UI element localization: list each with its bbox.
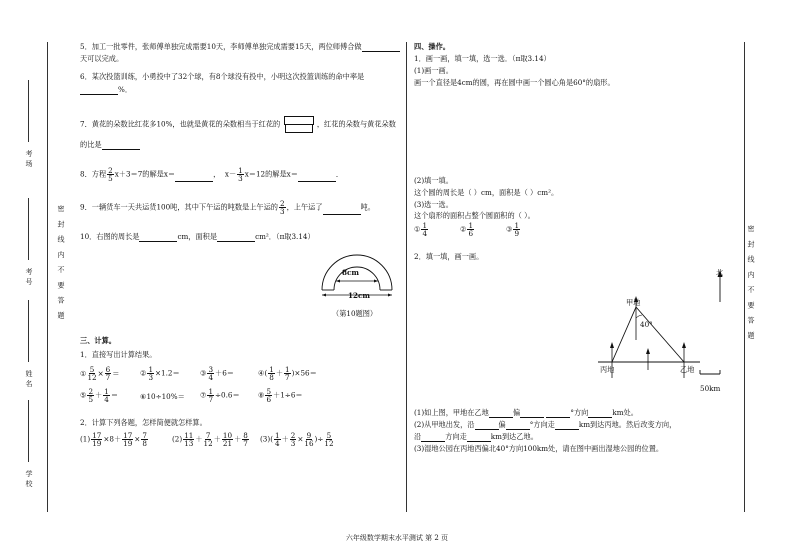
calc-big-2: (2) $\frac{11}{13}$ ＋ $\frac{7}{12}$ ＋ $\frac{10}{21}$ ＋ $\frac{8}{7}$ (172, 431, 248, 449)
q10-inner-label: 8cm (342, 268, 359, 277)
q10-outer-label: 12cm (348, 291, 370, 300)
q10-blank1[interactable] (139, 234, 177, 242)
calc-2: ② $\frac{1}{3}$ ×1.2＝ (140, 365, 180, 383)
calc-3: ③ $\frac{3}{4}$ ＋6＝ (200, 365, 234, 383)
q7-line2: 的比是 (80, 140, 140, 150)
answer-3: (3)湿地公园在丙地西偏北40°方向100km处，请在图中画出湿地公园的位置。 (414, 444, 664, 453)
q6: 6．某次投篮训练，小勇投中了32个球，有8个球没有投中，小明这次投篮训练的命中率是 (80, 72, 365, 81)
calc-5: ⑤ $\frac{2}{5}$ ＋ $\frac{1}{4}$ ＝ (80, 387, 119, 405)
option-1[interactable]: ① $\frac{1}{4}$ (414, 221, 428, 239)
seal-text-left: 密 封 线 内 不 要 答 题 (57, 205, 65, 322)
section-4-title: 四、操作。 (414, 42, 450, 51)
q8: 8．方程 $\frac{2}{5}$ x＋3＝7的解是x＝ ， x－ $\frac{1}{3}$ x＝12的解是x＝ ． (80, 166, 344, 184)
q10-caption: （第10题图） (332, 309, 378, 318)
q8-blank2[interactable] (298, 174, 336, 182)
section-3-sub1: 1．直接写出计算结果。 (80, 350, 157, 359)
part2-title: (2)填一填。 (414, 176, 453, 185)
calc-big-3: (3)( $\frac{1}{4}$ ＋ $\frac{2}{3}$ × $\frac{9}{16}$ )÷ $\frac{5}{12}$ (260, 431, 334, 449)
page-footer: 六年级数学期末水平测试 第 2 页 (345, 534, 449, 542)
calc-4: ④( $\frac{1}{8}$ ＋ $\frac{1}{7}$ )×56＝ (258, 365, 317, 383)
answer-2: (2)从甲地出发，沿 偏 °方向走 km到达丙地。然后改变方向， (414, 420, 677, 429)
q9-blank[interactable] (323, 207, 361, 215)
q8-blank1[interactable] (175, 174, 213, 182)
calc-big-1: (1) $\frac{17}{19}$ ×8＋ $\frac{17}{19}$ × $\frac{7}{8}$ (80, 431, 147, 449)
option-3[interactable]: ③ $\frac{1}{9}$ (506, 221, 520, 239)
section-3-sub2: 2．计算下列各题，怎样简便就怎样算。 (80, 418, 207, 427)
part3-text: 这个扇形的面积占整个圆面积的（ ）。 (414, 211, 535, 220)
calc-row-1 (80, 366, 119, 381)
q5-blank[interactable] (362, 44, 400, 52)
jia-label: 甲地 (626, 298, 641, 307)
map-figure (588, 262, 738, 397)
angle-label: 40° (640, 320, 653, 329)
q7-blank[interactable] (102, 142, 140, 150)
bing-label: 丙地 (600, 365, 615, 374)
section-4-sub1: 1．画一画，填一填，选一选．（π取3.14） (414, 54, 551, 63)
north-label: 北 (716, 268, 724, 277)
q9: 9．一辆货车一天共运货100吨，其中下午运的吨数是上午运的 $\frac{2}{3}$ ，上午运了 吨。 (80, 199, 375, 217)
part3-title: (3)选一选。 (414, 200, 453, 209)
answer-2b: 沿 方向走 km到达乙地。 (414, 432, 538, 441)
q10: 10．右图的周长是 cm，面积是 cm²．（π取3.14） (80, 232, 315, 241)
section-3-title: 三、计算。 (80, 336, 116, 345)
q7-fraction-blank[interactable] (284, 116, 314, 133)
part2-text: 这个圆的周长是（ ）cm，面积是（ ）cm²。 (414, 188, 559, 197)
q6-blank[interactable] (80, 87, 118, 95)
part1-title: (1)画一画。 (414, 66, 453, 75)
calc-8: ⑧ $\frac{5}{6}$ ＋1÷6＝ (258, 387, 303, 405)
q5: 5．加工一批零件，张师傅单独完成需要10天，李师傅单独完成需要15天，两位师傅合做 (80, 42, 400, 52)
label-name: 姓名 (25, 370, 33, 390)
q7: 7．黄花的朵数比红花多10%，也就是黄花的朵数相当于红花的 ，红花的朵数与黄花朵数 (80, 116, 396, 133)
option-2[interactable]: ② $\frac{1}{6}$ (460, 221, 474, 239)
q6-line2: %． (80, 85, 132, 95)
calc-1: ① $\frac{5}{12}$ × $\frac{6}{7}$ ＝ (80, 365, 120, 383)
part1-text: 画一个直径是4cm的圆，再在圆中画一个圆心角是60°的扇形。 (414, 78, 615, 87)
label-school: 学校 (25, 470, 33, 490)
q10-blank2[interactable] (217, 234, 255, 242)
binding-line-left (47, 42, 48, 512)
binding-line-right (744, 42, 745, 512)
scale-label: 50km (700, 384, 721, 393)
col-divider-1 (406, 42, 407, 512)
calc-6: ⑥10÷10%＝ (140, 392, 185, 401)
calc-7: ⑦ $\frac{1}{7}$ ÷0.6＝ (200, 387, 240, 405)
answer-1: (1)如上图，甲地在乙地 偏 °方向 km处。 (414, 408, 638, 417)
seal-text-right: 密 封 线 内 不 要 答 题 (747, 225, 755, 342)
q5-end: 天可以完成。 (80, 54, 124, 63)
section-4-sub2: 2．填一填，画一画。 (414, 252, 484, 261)
label-exam-number: 考号 (25, 268, 33, 288)
label-exam-room: 考场 (25, 150, 33, 170)
yi-label: 乙地 (680, 365, 695, 374)
